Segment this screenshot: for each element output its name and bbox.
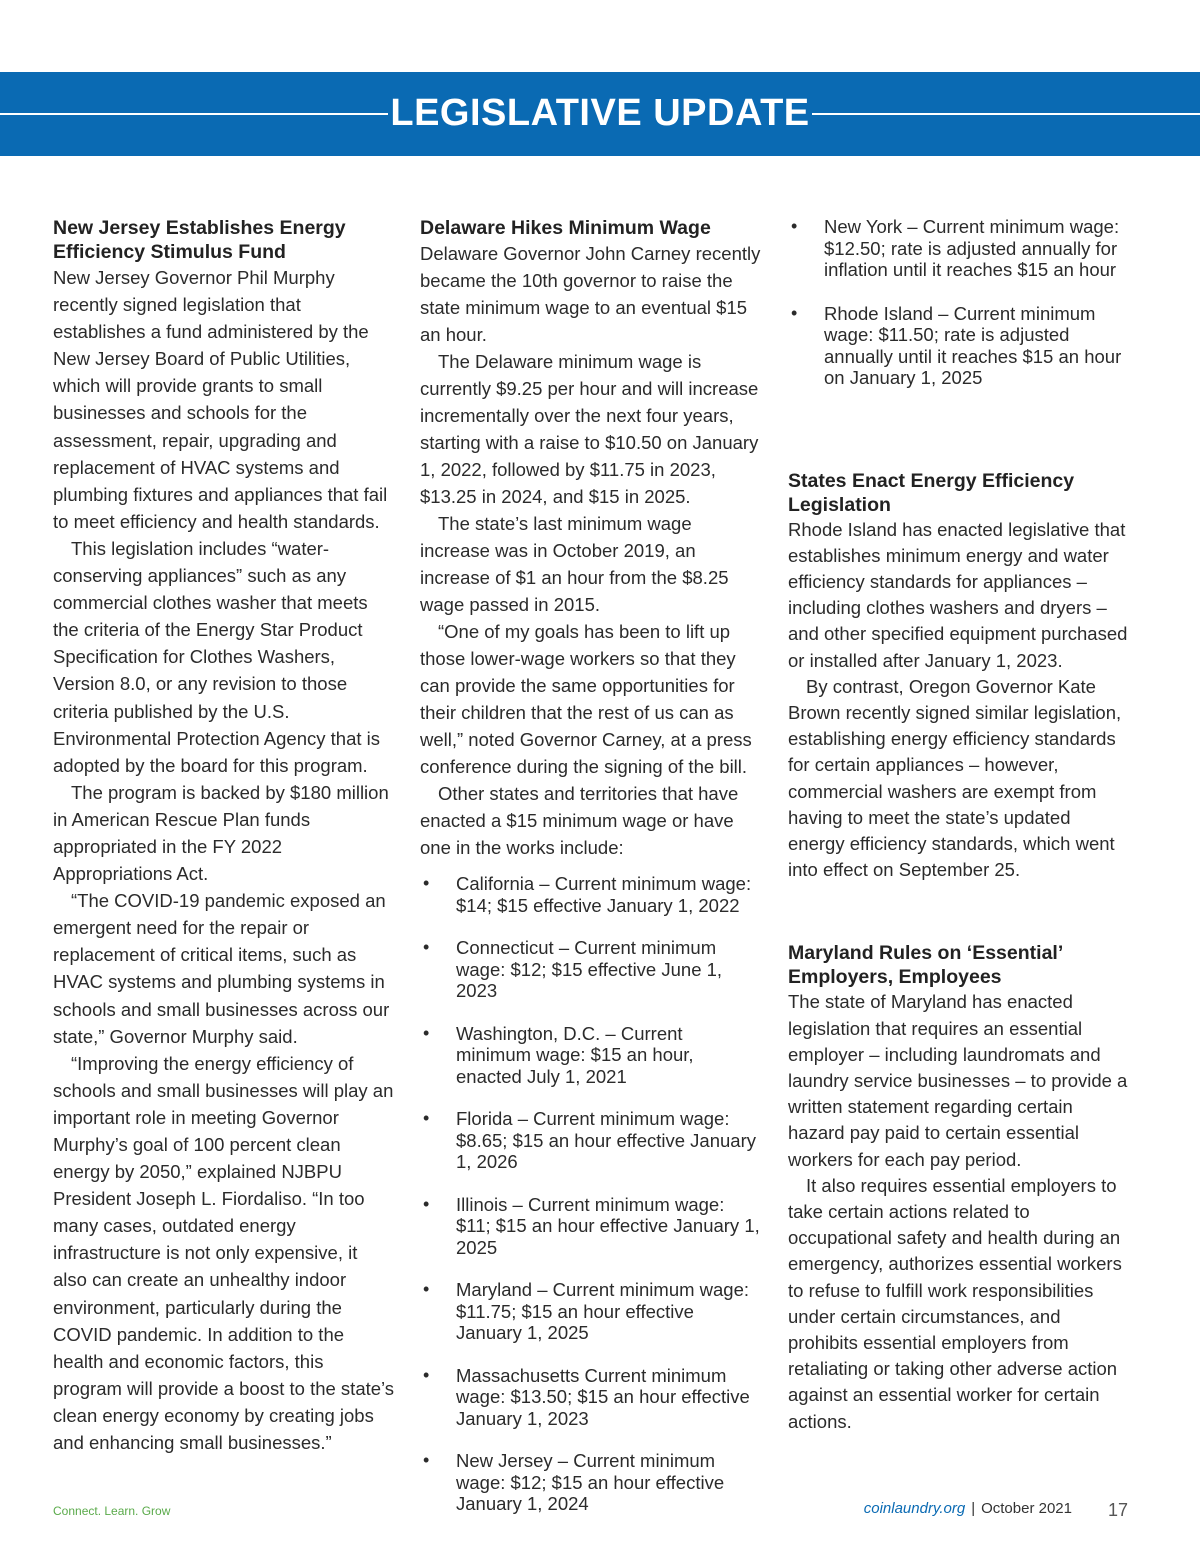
article-paragraph: By contrast, Oregon Governor Kate Brown recently signed similar legislation, establishing energy efficiency standards for certain appliances – however, commercial washers are exempt from having to meet the state’s updated energy efficiency standards, which went into effect on September 25. xyxy=(788,675,1122,881)
footer-date: October 2021 xyxy=(981,1500,1072,1517)
list-item: • Connecticut – Current minimum wage: $12; $15 effective June 1, 2023 xyxy=(423,937,723,1001)
wage-list-continued xyxy=(788,216,1130,389)
header-banner xyxy=(0,72,1200,156)
article-paragraph: “Improving the energy efficiency of schools and small businesses will play an important role in meeting Governor Murphy’s goal of 100 percent clean energy by 2050,” explained NJBPU President Joseph L. Fiordaliso. “In too many cases, outdated energy infrastructure is not only expensive, it also can create an unhealthy indoor environment, particularly during the COVID pandemic. In addition to the health and economic factors, this program will provide a boost to the state’s clean energy economy by creating jobs and enhancing small businesses.” xyxy=(53,1052,395,1454)
list-item: • Florida – Current minimum wage: $8.65; $15 an hour effective January 1, 2026 xyxy=(423,1108,756,1172)
article-title-md: Maryland Rules on ‘Essential’ Employers, Employees xyxy=(788,942,1063,989)
list-item: • Rhode Island – Current minimum wage: $11.50; rate is adjusted annually until it reaches $15 an hour on January 1, 2025 xyxy=(791,302,1122,388)
list-item: • Illinois – Current minimum wage: $11; $15 an hour effective January 1, 2025 xyxy=(423,1193,760,1258)
bullet-icon: • xyxy=(423,1450,430,1470)
list-item: • New Jersey – Current minimum wage: $12; $15 an hour effective January 1, 2024 xyxy=(423,1450,725,1514)
spacer xyxy=(788,411,1130,469)
article-paragraph: “The COVID-19 pandemic exposed an emergent need for the repair or replacement of critical items, such as HVAC systems and plumbing systems in schools and small businesses across our state,” Governor Murphy said. xyxy=(53,890,390,1047)
bullet-icon: • xyxy=(423,1193,430,1214)
page-title: LEGISLATIVE UPDATE xyxy=(390,92,810,134)
bullet-icon: • xyxy=(791,216,798,236)
bullet-icon: • xyxy=(791,302,798,323)
article-paragraph: Delaware Governor John Carney recently became the 10th governor to raise the state minimum wage to an eventual $15 an hour. xyxy=(420,243,761,345)
bullet-icon: • xyxy=(423,1022,430,1043)
bullet-icon: • xyxy=(423,937,430,957)
banner-rule-left xyxy=(0,113,388,115)
list-item: • Washington, D.C. – Current minimum wage: $15 an hour, enacted July 1, 2021 xyxy=(423,1022,694,1087)
article-paragraph: The program is backed by $180 million in American Rescue Plan funds appropriated in the FY 2022 Appropriations Act. xyxy=(53,781,389,885)
article-paragraph: The Delaware minimum wage is currently $9.25 per hour and will increase incrementally over the next four years, starting with a raise to $10.50 on January 1, 2022, followed by $11.75 in 2023, $13.25 in 2024, and $15 in 2025. xyxy=(420,351,759,507)
footer-info xyxy=(864,1500,1072,1517)
footer-separator: | xyxy=(971,1500,976,1517)
article-title-nj: New Jersey Establishes Energy Efficiency Stimulus Fund xyxy=(53,217,346,263)
list-item: • California – Current minimum wage: $14; $15 effective January 1, 2022 xyxy=(423,873,752,916)
article-paragraph: The state of Maryland has enacted legislation that requires an essential employer – including laundromats and laundry service businesses – to provide a written statement regarding certain hazard pay paid to certain essential workers for each pay period. xyxy=(788,991,1128,1170)
article-paragraph: Other states and territories that have enacted a $15 minimum wage or have one in the works include: xyxy=(420,783,739,858)
bullet-icon: • xyxy=(423,1364,430,1385)
list-item: • New York – Current minimum wage: $12.50; rate is adjusted annually for inflation until it reaches $15 an hour xyxy=(791,216,1120,280)
column-1 xyxy=(53,216,395,1456)
article-paragraph: New Jersey Governor Phil Murphy recently signed legislation that establishes a fund administered by the New Jersey Board of Public Utilities, which will provide grants to small businesses and schools for the assessment, repair, upgrading and replacement of HVAC systems and plumbing fixtures and appliances that fail to meet efficiency and health standards. xyxy=(53,267,388,532)
bullet-icon: • xyxy=(423,1279,430,1299)
footer-site-link[interactable]: coinlaundry.org xyxy=(863,1500,966,1517)
article-paragraph: This legislation includes “water-conserving appliances” such as any commercial clothes washer that meets the criteria of the Energy Star Product Specification for Clothes Washers, Version 8.0, or any revision to those criteria published by the U.S. Environmental Protection Agency that is adopted by the board for this program. xyxy=(53,537,381,776)
banner-rule-right xyxy=(812,113,1200,115)
list-item: • Maryland – Current minimum wage: $11.75; $15 an hour effective January 1, 2025 xyxy=(423,1279,750,1343)
article-title-states: States Enact Energy Efficiency Legislation xyxy=(788,469,1075,516)
column-3 xyxy=(788,216,1130,1435)
list-item: • Massachusetts Current minimum wage: $13.50; $15 an hour effective January 1, 2023 xyxy=(423,1364,750,1429)
article-paragraph: It also requires essential employers to take certain actions related to occupational safety and health during an emergency, authorizes essential workers to refuse to fulfill work responsibilities under certain circumstances, and prohibits essential employers from retaliating or taking other adverse action against an essential worker for certain actions. xyxy=(788,1174,1122,1432)
spacer xyxy=(788,883,1130,941)
bullet-icon: • xyxy=(423,873,430,893)
wage-list xyxy=(420,873,762,1515)
page-number: 17 xyxy=(1107,1500,1128,1520)
bullet-icon: • xyxy=(423,1108,430,1128)
article-title-de: Delaware Hikes Minimum Wage xyxy=(420,217,711,239)
footer-tagline: Connect. Learn. Grow xyxy=(53,1504,171,1518)
column-2 xyxy=(420,216,762,1536)
article-paragraph: The state’s last minimum wage increase was in October 2019, an increase of $1 an hour from the $8.25 wage passed in 2015. xyxy=(420,513,729,615)
article-paragraph: Rhode Island has enacted legislative that establishes minimum energy and water efficiency standards for appliances – including clothes washers and dryers – and other specified equipment purchased or installed after January 1, 2023. xyxy=(788,518,1128,671)
article-paragraph: “One of my goals has been to lift up those lower-wage workers so that they can provide the same opportunities for their children that the rest of us can as well,” noted Governor Carney, at a press conference during the signing of the bill. xyxy=(420,621,752,777)
